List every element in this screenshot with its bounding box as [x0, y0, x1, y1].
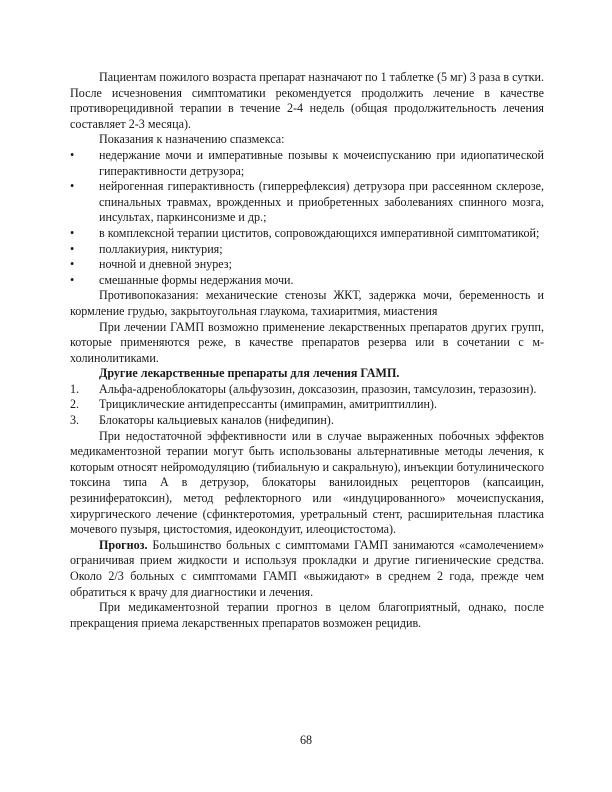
list-item: [70, 226, 544, 242]
list-item-text: нейрогенная гиперактивность (гиперрефлексия) детрузора при рассеянном склерозе, спинальных травмах, врожденных и приобретенных заболеваниях спинного мозга, инсультах, паркинсонизме и др.;: [99, 179, 544, 225]
list-item-text: Блокаторы кальциевых каналов (нифедипин).: [99, 413, 334, 428]
paragraph-dosage: Пациентам пожилого возраста препарат назначают по 1 таблетке (5 мг) 3 раза в сутки. После исчезновения симптоматики рекомендуется продолжить лечение в качестве противорецидивной терапии в течение 2-4 недель (общая продолжительность лечения составляет 2-3 месяца).: [70, 70, 544, 131]
body-text: [70, 70, 544, 631]
drug-groups-list: [70, 382, 544, 429]
section-heading: Другие лекарственные препараты для лечения ГАМП.: [99, 366, 400, 381]
list-item: [70, 413, 544, 429]
list-item-number: 2.: [70, 397, 80, 412]
bullet-icon: •: [70, 241, 75, 256]
paragraph-alternatives: При недостаточной эффективности или в случае выраженных побочных эффектов медикаментозной терапии могут быть использованы альтернативные методы лечения, к которым относят нейромодуляцию (тибиальную и сакральную), инъекции ботулинического токсина типа А в детрузор, блокаторы ванилоидных рецепторов (капсаицин, резинифератоксин), метод рефлекторного или «индуцированного» мочеиспускания, хирургического лечение (сфинктеротомия, уретральный стент, расширительная пластика мочевого пузыря, цистостомия, идеокондуит, илеоцистостома).: [70, 428, 544, 537]
list-item-text: в комплексной терапии циститов, сопровождающихся императивной симптоматикой;: [99, 225, 540, 240]
page-number: 68: [299, 733, 313, 747]
bullet-icon: •: [70, 225, 75, 240]
list-item: [70, 397, 544, 413]
list-item-number: 3.: [70, 413, 80, 428]
bullet-icon: •: [70, 257, 75, 272]
prognosis-label: Прогноз.: [99, 537, 148, 552]
bullet-icon: •: [70, 179, 75, 194]
paragraph-final: При медикаментозной терапии прогноз в целом благоприятный, однако, после прекращения приема лекарственных препаратов возможен рецидив.: [70, 600, 544, 630]
list-item: [70, 148, 544, 179]
list-item-text: Альфа-адреноблокаторы (альфузозин, доксазозин, празозин, тамсулозин, теразозин).: [99, 381, 537, 396]
bullet-icon: •: [70, 272, 75, 287]
list-item-text: Трициклические антидепрессанты (имипрамин, амитриптиллин).: [99, 397, 437, 412]
list-item-text: ночной и дневной энурез;: [99, 257, 232, 272]
bullet-icon: •: [70, 147, 75, 162]
indications-list: [70, 148, 544, 288]
paragraph-contraindications: Противопоказания: механические стенозы ЖКТ, задержка мочи, беременность и кормление грудью, закрытоугольная глаукома, тахиаритмия, миастения: [70, 288, 544, 318]
list-item: [70, 382, 544, 398]
indications-title: Показания к назначению спазмекса:: [99, 132, 285, 147]
paragraph-prognosis: [70, 538, 544, 600]
list-item: [70, 273, 544, 289]
list-item-text: поллакиурия, никтурия;: [99, 241, 223, 256]
list-item: [70, 242, 544, 258]
list-item-number: 1.: [70, 381, 80, 396]
paragraph-other-drugs: При лечении ГАМП возможно применение лекарственных препаратов других групп, которые применяются реже, в качестве препаратов резерва или в сочетании с м-холинолитиками.: [70, 319, 544, 365]
list-item: [70, 257, 544, 273]
prognosis-text: Большинство больных с симптомами ГАМП занимаются «самолечением» ограничивая прием жидкости и используя прокладки и другие гигиенические средства. Около 2/3 больных с симптомами ГАМП «выжидают» в среднем 2 года, прежде чем обратиться к врачу для диагностики и лечения.: [70, 537, 544, 599]
list-item-text: смешанные формы недержания мочи.: [99, 272, 294, 287]
list-item-text: недержание мочи и императивные позывы к мочеиспусканию при идиопатической гиперактивности детрузора;: [99, 147, 544, 178]
list-item: [70, 179, 544, 226]
